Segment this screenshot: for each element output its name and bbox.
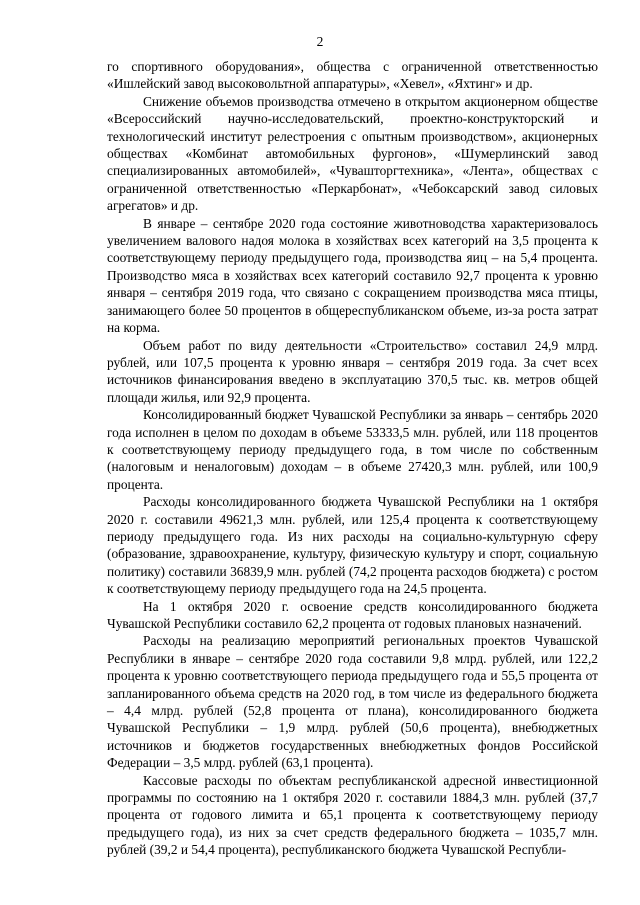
paragraph-9: Кассовые расходы по объектам республиканской адресной инвестиционной программы по состоянию на 1 октября 2020 г. составили 1884,3 млн. рублей (37,7 процента от годового лимита и 65,1 процента к соответствующему периоду предыдущего года), из них за счет средств федерального бюджета – 1035,7 млн. рублей (39,2 и 54,4 процента), республиканского бюджета Чувашской Республи- bbox=[107, 772, 598, 858]
paragraph-6: Расходы консолидированного бюджета Чувашской Республики на 1 октября 2020 г. составили 49621,3 млн. рублей, или 125,4 процента к соответствующему периоду предыдущего года. Из них расходы на социально-культурную сферу (образование, здравоохранение, культуру, физическую культуру и спорт, социальную политику) составили 36839,9 млн. рублей (74,2 процента расходов бюджета) с ростом к соответствующему периоду предыдущего года на 24,5 процента. bbox=[107, 494, 598, 597]
paragraph-2: Снижение объемов производства отмечено в открытом акционерном обществе «Всероссийский научно-исследовательский, проектно-конструкторский и технологический институт релестроения с опытным производством», акционерных обществах «Комбинат автомобильных фургонов», «Шумерлинский завод специализированных автомобилей», «Чувашторгтехника», «Лента», обществах с ограниченной ответственностью «Перкарбонат», «Чебоксарский завод силовых агрегатов» и др. bbox=[107, 93, 598, 214]
paragraph-8: Расходы на реализацию мероприятий региональных проектов Чувашской Республики в январе – сентябре 2020 года составили 9,8 млрд. рублей, или 122,2 процента к уровню соответствующего периода предыдущего года и 55,5 процента от запланированного объема средств на 2020 год, в том числе из федерального бюджета – 4,4 млрд. рублей (52,8 процента от плана), консолидированного бюджета Чувашской Республики – 1,9 млрд. рублей (50,6 процента), внебюджетных источников и бюджетов государственных внебюджетных фондов Российской Федерации – 3,5 млрд. рублей (63,1 процента). bbox=[107, 633, 598, 771]
page-number: 2 bbox=[316, 34, 324, 49]
document-body bbox=[107, 58, 598, 859]
paragraph-5: Консолидированный бюджет Чувашской Республики за январь – сентябрь 2020 года исполнен в целом по доходам в объеме 53333,5 млн. рублей, или 118 процентов к соответствующему периоду предыдущего года, в том числе по собственным (налоговым и неналоговым) доходам – в объеме 27420,3 млн. рублей, или 100,9 процента. bbox=[107, 407, 598, 492]
paragraph-1: го спортивного оборудования», общества с ограниченной ответственностью «Ишлейский завод высоковольтной аппаратуры», «Хевел», «Яхтинг» и др. bbox=[107, 59, 598, 92]
paragraph-4: Объем работ по виду деятельности «Строительство» составил 24,9 млрд. рублей, или 107,5 процента к уровню января – сентября 2019 года. За счет всех источников финансирования введено в эксплуатацию 370,5 тыс. кв. метров общей площади жилья, или 92,9 процента. bbox=[107, 337, 598, 405]
paragraph-3: В январе – сентябре 2020 года состояние животноводства характеризовалось увеличением валового надоя молока в хозяйствах всех категорий на 3,5 процента к соответствующему периоду предыдущего года, производства яиц – на 5,4 процента. Производство мяса в хозяйствах всех категорий составило 92,7 процента к уровню января – сентября 2019 года, что связано с сокращением производства мяса птицы, занимающего более 50 процентов в общереспубликанском объеме, из-за роста затрат на корма. bbox=[107, 215, 598, 336]
paragraph-7: На 1 октября 2020 г. освоение средств консолидированного бюджета Чувашской Республики составило 62,2 процента от годовых плановых назначений. bbox=[107, 598, 598, 631]
